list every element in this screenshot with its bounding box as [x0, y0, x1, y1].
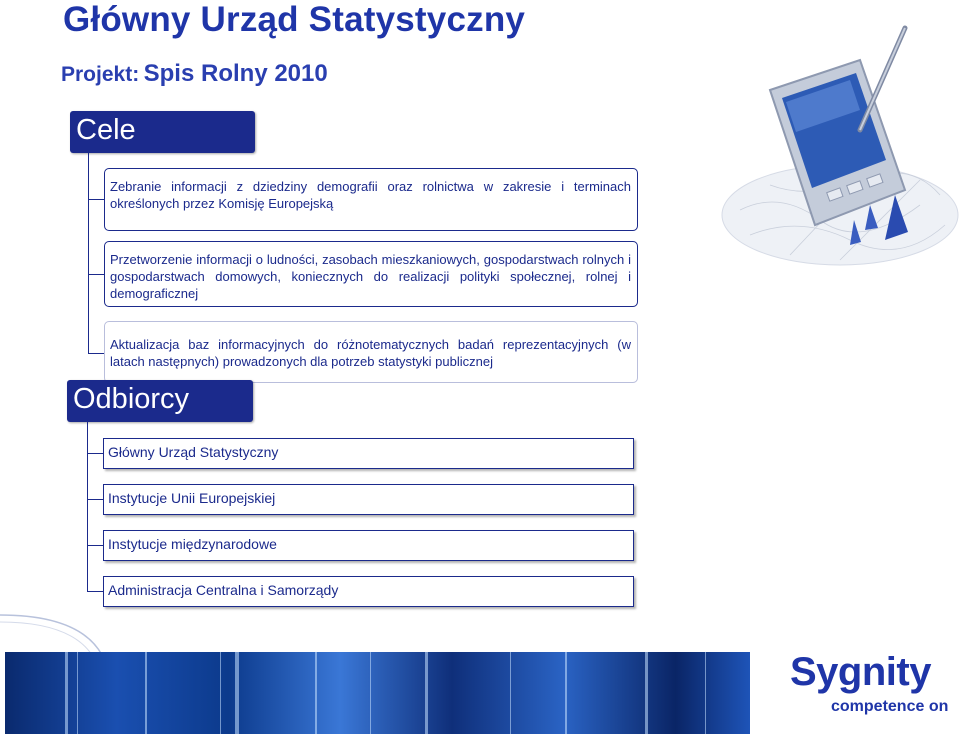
cele-heading-text: Cele: [76, 114, 136, 146]
odbiorcy-heading: [67, 380, 253, 422]
goal-item-1: Zebranie informacji z dziedziny demografii oraz rolnictwa w zakresie i terminach określonych przez Komisję Europejską: [104, 168, 638, 231]
cele-tree-line: [88, 153, 89, 354]
odbiorcy-tree-line: [87, 422, 88, 592]
cele-connector-1: [88, 199, 104, 200]
odbiorcy-heading-text: Odbiorcy: [73, 383, 190, 415]
decorative-arc: [0, 610, 110, 655]
logo-tagline: competence on: [831, 698, 949, 715]
cele-connector-3: [88, 353, 104, 354]
odbiorcy-connector-2: [87, 499, 103, 500]
recipient-item: Instytucje międzynarodowe: [103, 530, 634, 561]
recipient-item: Administracja Centralna i Samorządy: [103, 576, 634, 607]
cele-heading: [70, 111, 255, 153]
project-subtitle: [61, 60, 328, 88]
cele-connector-2: [88, 274, 104, 275]
project-name: Spis Rolny 2010: [143, 60, 328, 87]
page-title: Główny Urząd Statystyczny: [63, 0, 526, 39]
recipient-item: Instytucje Unii Europejskiej: [103, 484, 634, 515]
pda-illustration: [720, 20, 960, 270]
goal-item-3: Aktualizacja baz informacyjnych do różnotematycznych badań reprezentacyjnych (w latach następnych) prowadzonych dla potrzeb statystyki publicznej: [104, 321, 638, 383]
odbiorcy-connector-4: [87, 591, 103, 592]
odbiorcy-connector-1: [87, 453, 103, 454]
odbiorcy-connector-3: [87, 545, 103, 546]
project-label: Projekt:: [61, 63, 140, 86]
goal-item-2: Przetworzenie informacji o ludności, zasobach mieszkaniowych, gospodarstwach rolnych i gospodarstwach domowych, koniecznych do realizacji polityki społecznej, rolnej i demograficznej: [104, 241, 638, 307]
sygnity-logo: Sygnity: [790, 650, 931, 694]
footer-banner: [5, 652, 750, 734]
recipient-item: Główny Urząd Statystyczny: [103, 438, 634, 469]
